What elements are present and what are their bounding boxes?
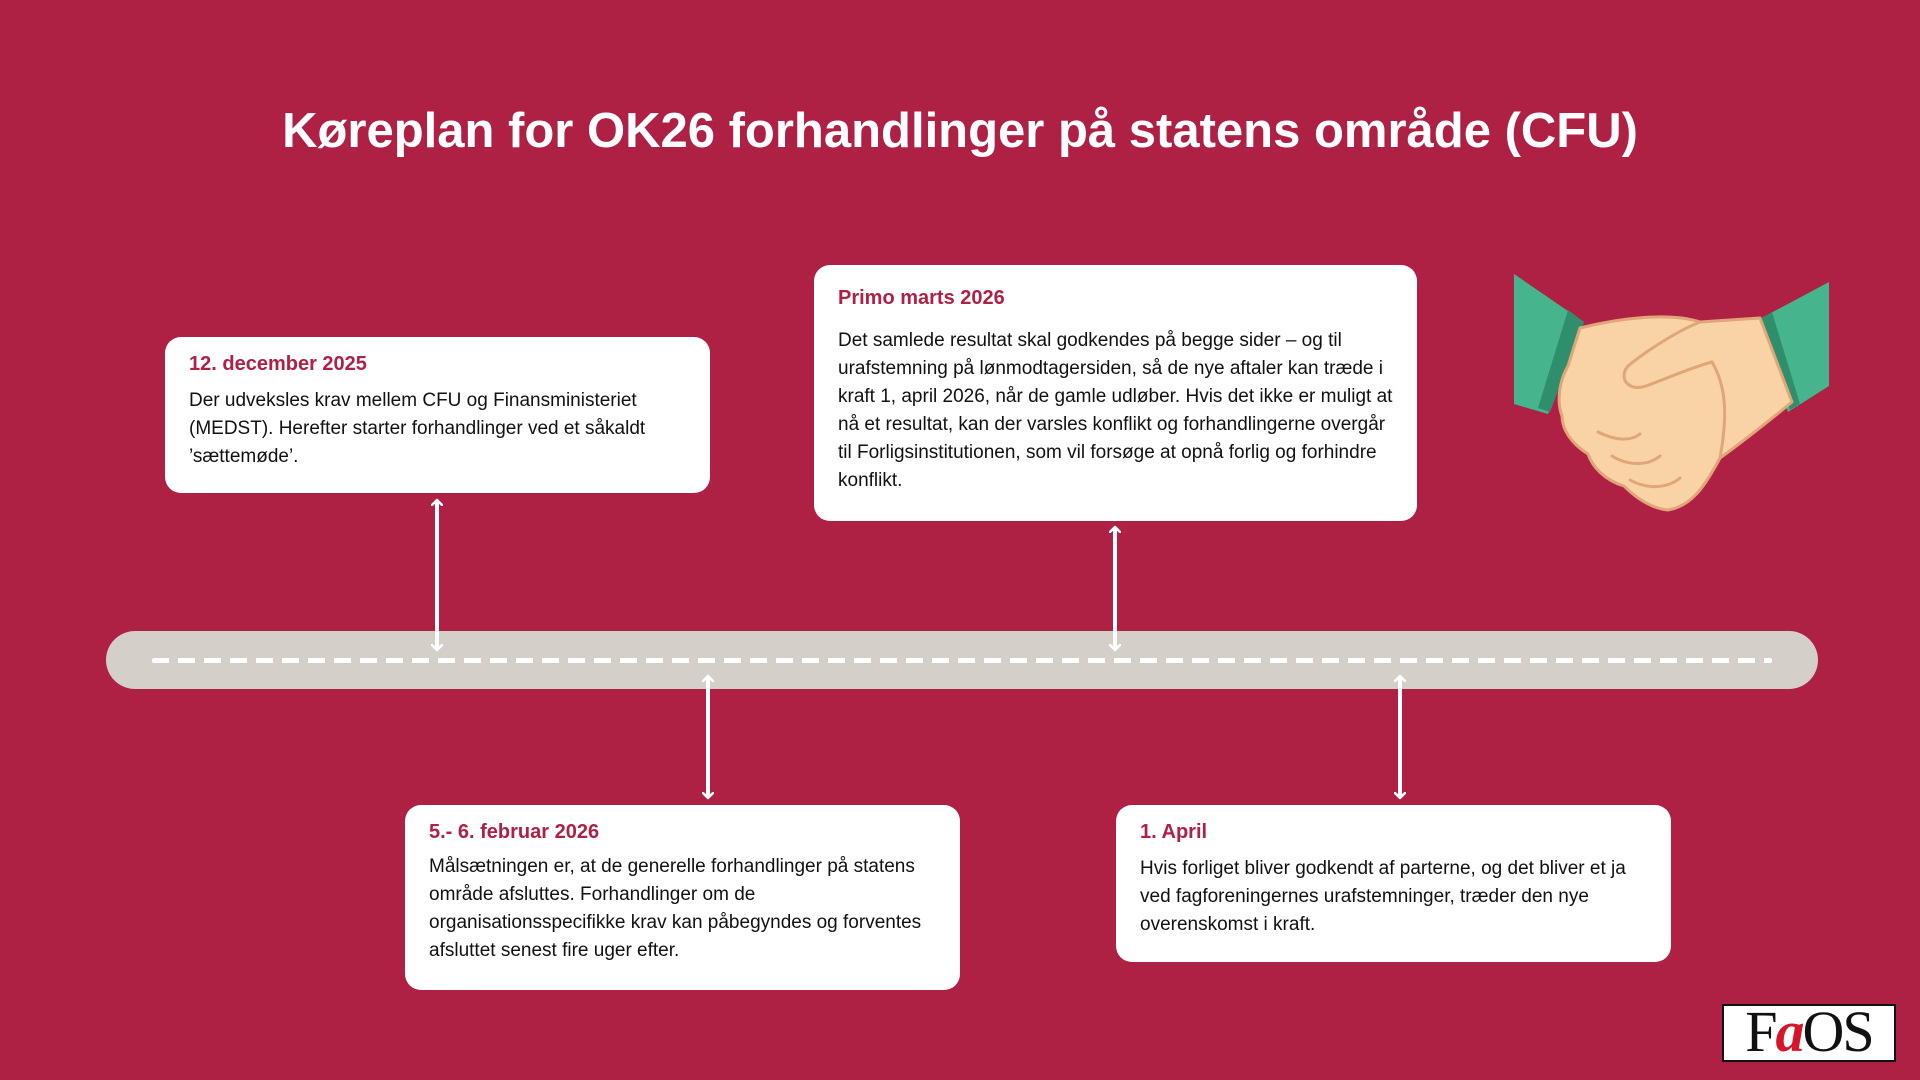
- logo-text-part: F: [1745, 999, 1776, 1064]
- milestone-date: 12. december 2025: [189, 353, 367, 375]
- page-title: Køreplan for OK26 forhandlinger på statens område (CFU): [282, 104, 1638, 158]
- handshake-icon: [1514, 274, 1829, 510]
- faos-logo: [1722, 999, 1896, 1064]
- milestone-date: 5.- 6. februar 2026: [429, 821, 600, 843]
- milestone-date: 1. April: [1140, 821, 1208, 843]
- logo-text-accent: a: [1775, 999, 1803, 1064]
- milestone-text: Det samlede resultat skal godkendes på begge sider – og til urafstemning på lønmodtagersiden, så de nye aftaler kan træde i kraft 1, april 2026, når de gamle udløber. Hvis det ikke er muligt at nå et resultat, kan der varsles konflikt og forhandlingerne overgår til Forligsinstitutionen, som vil forsøge at opnå forlig og forhindre konflikt.: [838, 330, 1393, 491]
- logo-text-part: OS: [1802, 999, 1873, 1064]
- milestone-date: Primo marts 2026: [838, 287, 1005, 309]
- milestone-text: Målsætningen er, at de generelle forhandlinger på statens område afsluttes. Forhandlinger om de organisationsspecifikke krav kan påbegyndes og forventes afsluttet senest fire uger efter.: [429, 856, 922, 961]
- milestone-text: Der udveksles krav mellem CFU og Finansministeriet (MEDST). Herefter starter forhandlinger ved et såkaldt ’sættemøde’.: [189, 390, 646, 467]
- milestone-text: Hvis forliget bliver godkendt af parterne, og det bliver et ja ved fagforeningernes urafstemninger, træder den nye overenskomst i kraft.: [1140, 858, 1626, 935]
